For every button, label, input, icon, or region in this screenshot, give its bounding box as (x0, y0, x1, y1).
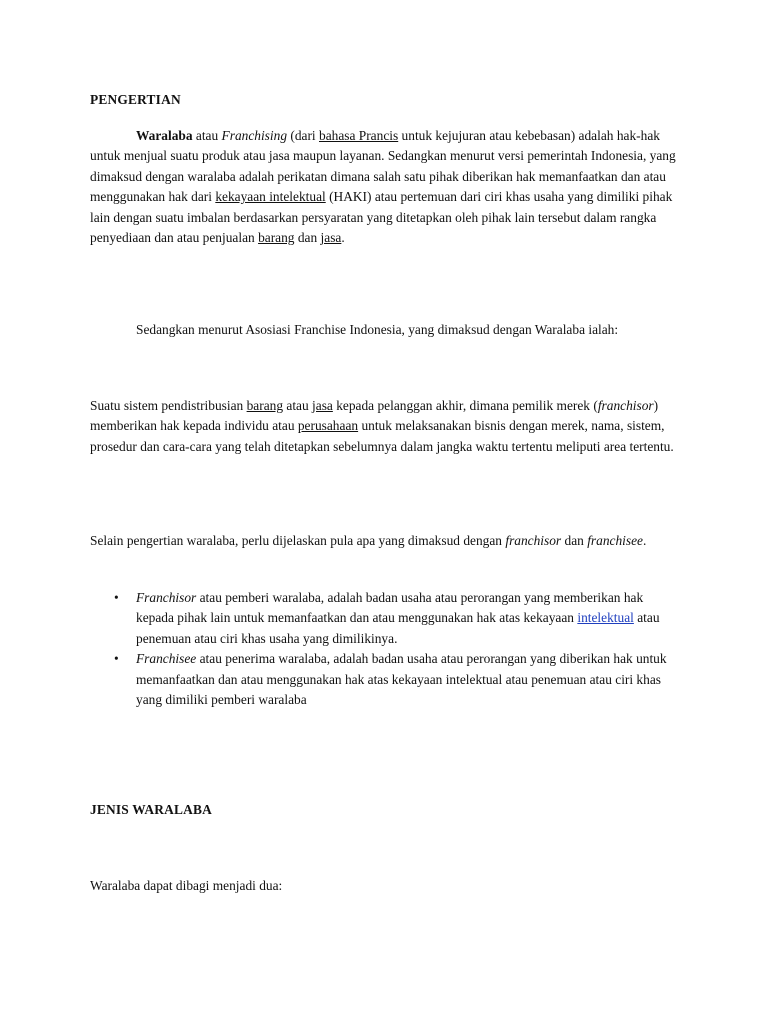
definition-list (90, 588, 680, 710)
link-kekayaan-intelektual[interactable]: kekayaan intelektual (215, 189, 326, 205)
paragraph-selain (90, 531, 680, 551)
heading-pengertian: PENGERTIAN (90, 92, 181, 107)
text-span: (dari (287, 128, 319, 143)
heading-jenis-waralaba: JENIS WARALABA (90, 802, 212, 817)
text-span: . (642, 533, 647, 548)
text-span: dan (561, 533, 588, 548)
text-span: atau pemberi waralaba, adalah badan usaha atau perorangan yang memberikan hak kepada pihak lain untuk memanfaatkan dan atau menggunakan hak atas kekayaan (136, 590, 644, 626)
text-span: atau penemuan atau ciri khas usaha yang dimilikinya. (136, 610, 660, 646)
paragraph-definition (90, 126, 680, 248)
paragraph-sistem (90, 396, 680, 457)
link-jasa[interactable]: jasa (320, 230, 342, 246)
text-span: atau (283, 398, 313, 413)
link-jasa[interactable]: jasa (312, 398, 333, 413)
link-perusahaan[interactable]: perusahaan (297, 418, 359, 434)
term-franchisee: Franchisee (136, 651, 197, 667)
paragraph-jenis: Waralaba dapat dibagi menjadi dua: (90, 878, 283, 893)
text-span: (HAKI) atau pertemuan dari ciri khas usaha yang dimiliki pihak lain dengan suatu imbalan berdasarkan persyaratan yang ditetapkan oleh pihak lain tersebut dalam rangka penyediaan dan atau penjualan (90, 189, 673, 246)
text-span: Suatu sistem pendistribusian (90, 398, 247, 413)
link-bahasa-prancis[interactable]: bahasa Prancis (319, 128, 399, 143)
list-item-franchisor (90, 588, 680, 649)
text-span: dan (294, 230, 321, 246)
bullet-icon: • (114, 651, 119, 667)
list-item-franchisee (90, 649, 680, 710)
term-franchisor: Franchisor (136, 590, 197, 605)
text-span: . (341, 230, 345, 246)
term-franchisor: franchisor (597, 398, 654, 413)
text-span: ) memberikan hak kepada individu atau (90, 398, 659, 434)
link-barang[interactable]: barang (246, 398, 284, 413)
text-span: untuk kejujuran atau kebebasan) adalah hak-hak untuk menjual suatu produk atau jasa maupun layanan. Sedangkan menurut versi pemerintah Indonesia, yang dimaksud dengan waralaba adalah perikatan dimana salah satu pihak diberikan hak memanfaatkan dan atau menggunakan hak dari (90, 128, 676, 205)
term-franchisor: franchisor (505, 533, 562, 548)
term-waralaba: Waralaba (136, 128, 193, 143)
link-barang[interactable]: barang (258, 230, 295, 246)
text-span: atau penerima waralaba, adalah badan usaha atau perorangan yang diberikan hak untuk memanfaatkan dan atau menggunakan hak atas kekayaan intelektual atau penemuan atau ciri khas yang dimiliki pemberi waralaba (136, 651, 667, 708)
paragraph-asosiasi: Sedangkan menurut Asosiasi Franchise Indonesia, yang dimaksud dengan Waralaba ialah: (136, 322, 619, 337)
bullet-icon: • (114, 590, 119, 605)
text-span: kepada pelanggan akhir, dimana pemilik merek ( (332, 398, 598, 413)
link-intelektual[interactable]: intelektual (577, 610, 634, 626)
text-span: Selain pengertian waralaba, perlu dijelaskan pula apa yang dimaksud dengan (90, 533, 506, 548)
text-span: atau (192, 128, 222, 143)
text-span: untuk melaksanakan bisnis dengan merek, nama, sistem, prosedur dan cara-cara yang telah ditetapkan sebelumnya dalam jangka waktu tertentu meliputi area tertentu. (90, 418, 674, 454)
term-franchisee: franchisee (587, 533, 643, 548)
term-franchising: Franchising (221, 128, 288, 143)
